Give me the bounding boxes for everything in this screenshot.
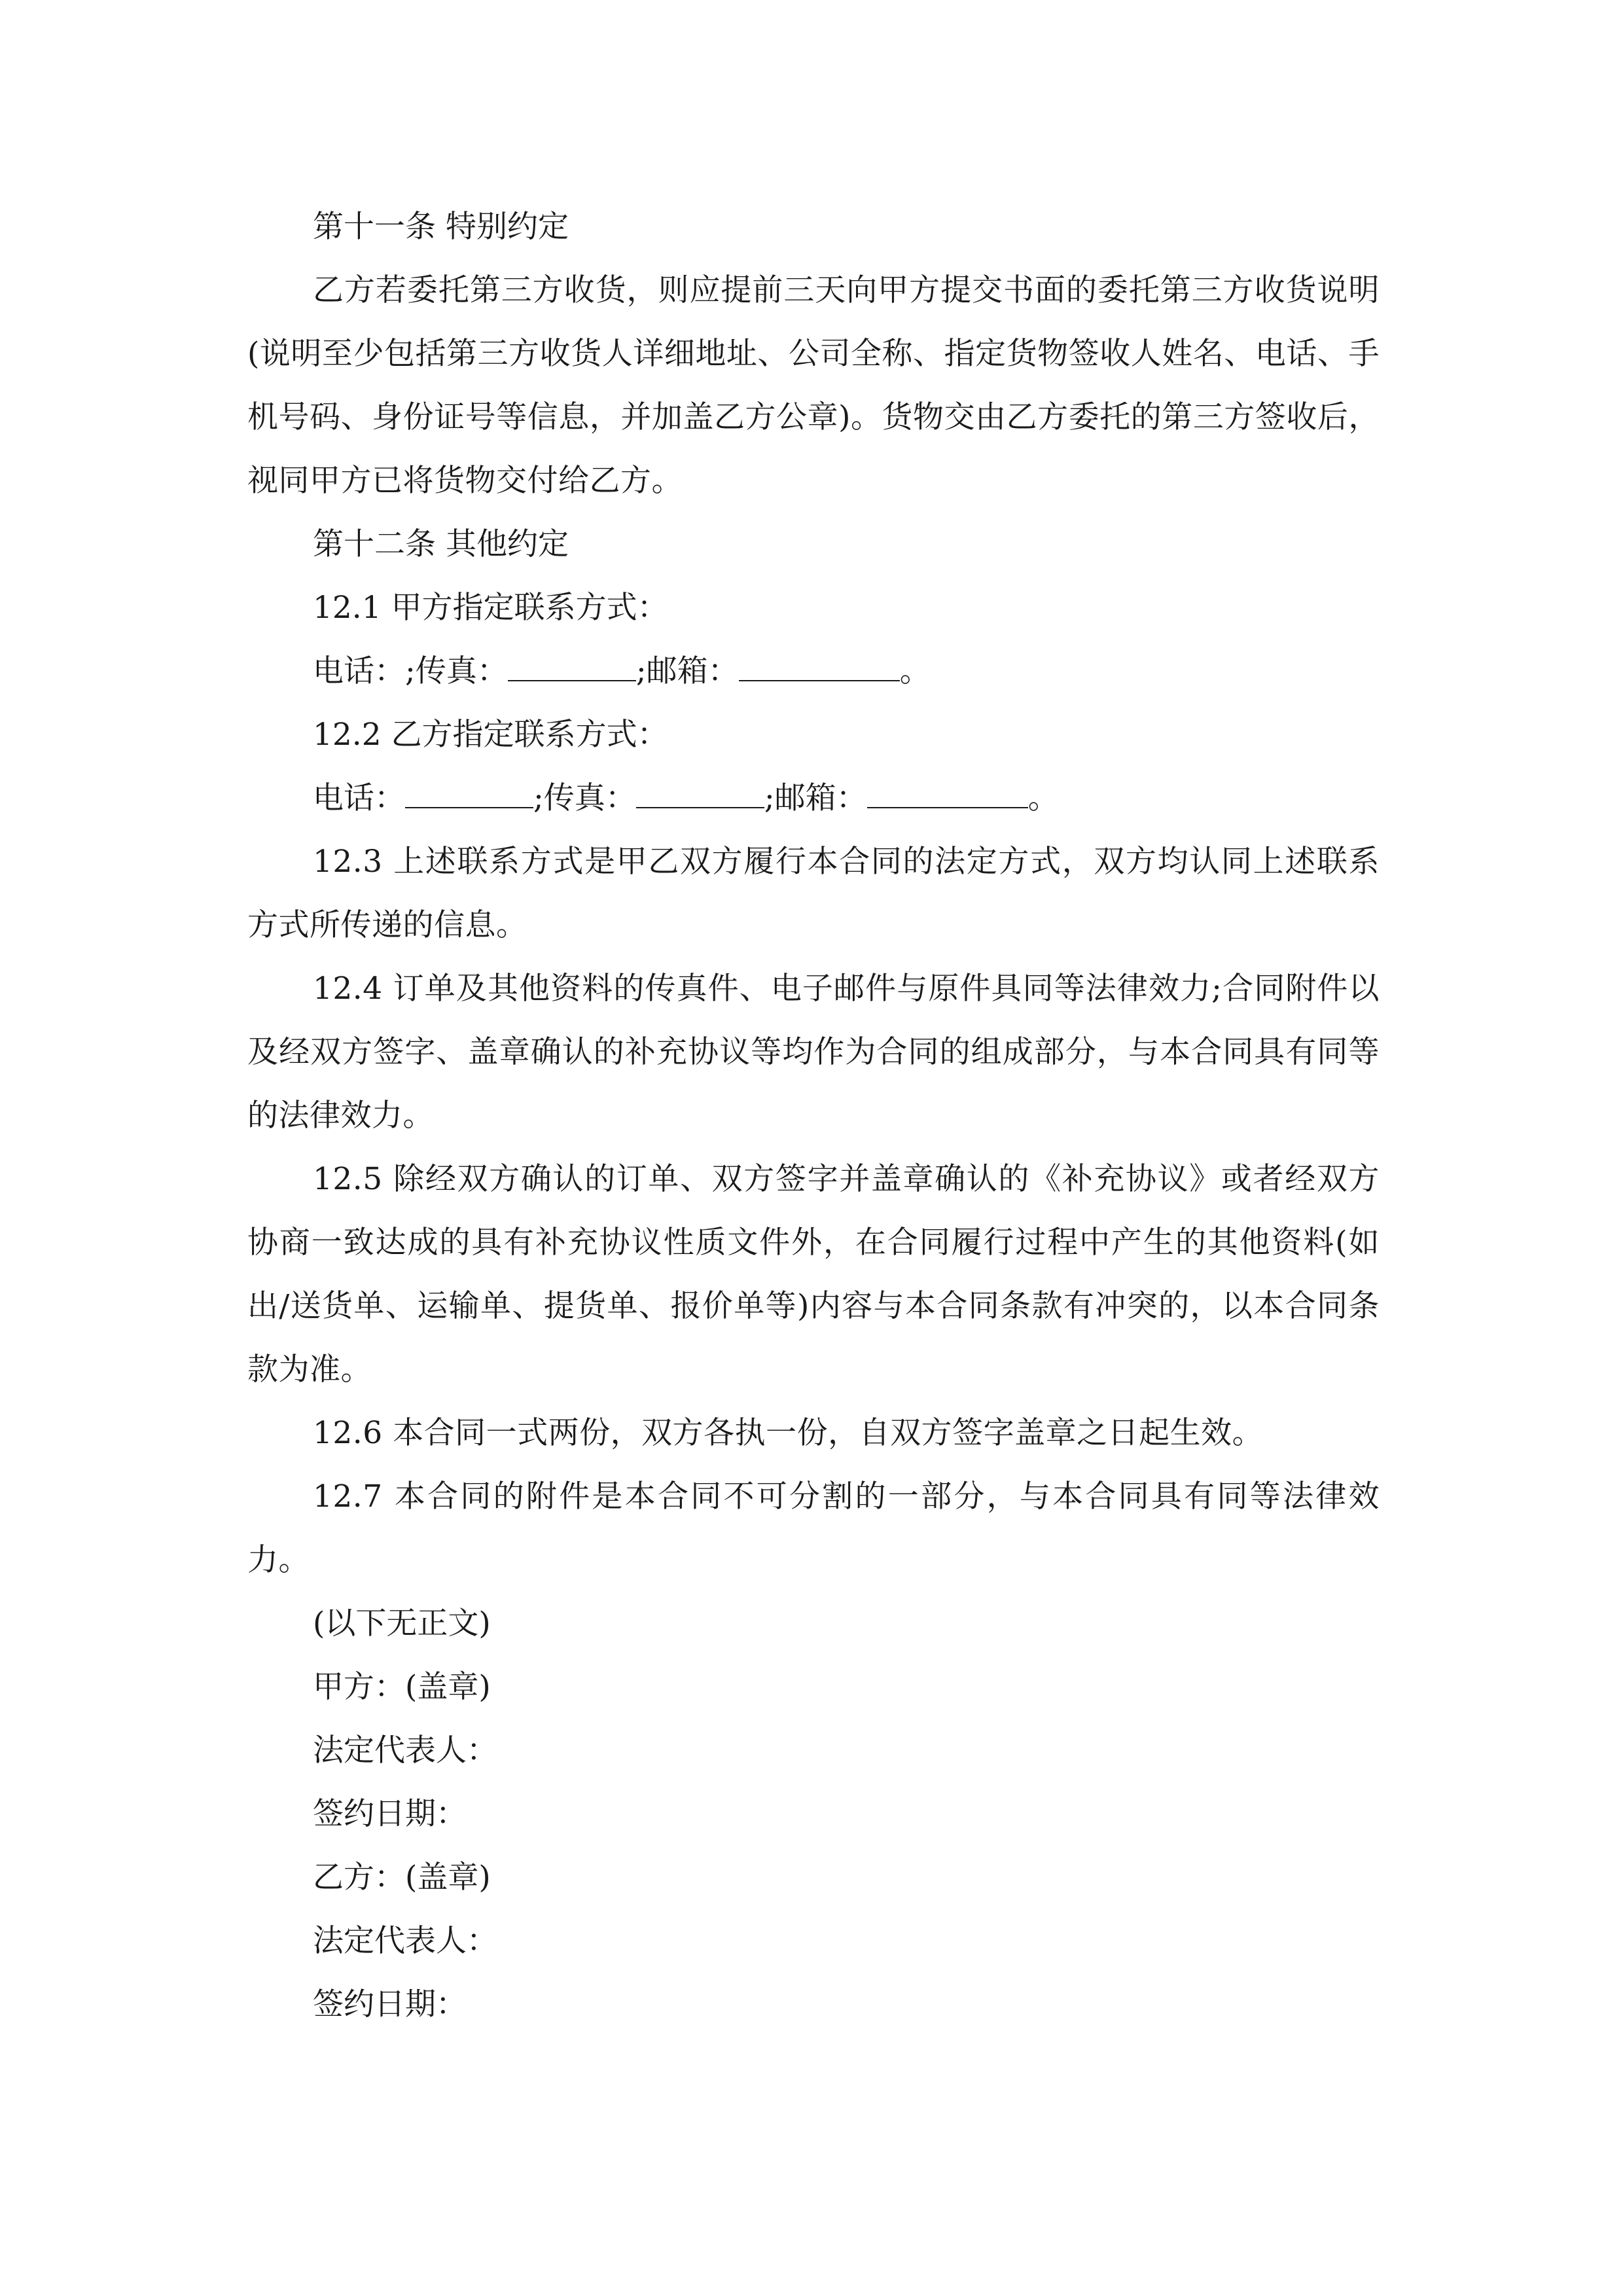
clause-12-5: 12.5 除经双方确认的订单、双方签字并盖章确认的《补充协议》或者经双方协商一致达成的具有补充协议性质文件外，在合同履行过程中产生的其他资料(如出/送货单、运输单、提货单、报价单等)内容与本合同条款有冲突的，以本合同条款为准。 — [247, 1161, 1380, 1388]
no-further-text: (以下无正文) — [313, 1605, 491, 1641]
email-label: ;邮箱： — [764, 780, 867, 816]
email-label: ;邮箱： — [635, 653, 739, 689]
contract-page — [247, 195, 1380, 2036]
line-end: 。 — [899, 653, 931, 689]
phone-label: 电话： — [313, 653, 405, 689]
party-b-seal: 乙方：(盖章) — [313, 1859, 491, 1895]
clause-12-4: 12.4 订单及其他资料的传真件、电子邮件与原件具同等法律效力;合同附件以及经双方签字、盖章确认的补充协议等均作为合同的组成部分，与本合同具有同等的法律效力。 — [247, 971, 1380, 1134]
email-blank — [739, 654, 900, 681]
line-end: 。 — [1027, 780, 1059, 816]
phone-blank — [405, 781, 533, 808]
phone-label: 电话： — [313, 780, 405, 816]
party-b-sign-date: 签约日期： — [313, 1986, 467, 2022]
clause-12-1-contact-line — [247, 639, 1380, 703]
clause-12-2: 12.2 乙方指定联系方式： — [313, 717, 668, 753]
article-11-heading: 第十一条 特别约定 — [313, 209, 569, 245]
article-12-heading: 第十二条 其他约定 — [313, 526, 569, 562]
party-a-seal: 甲方：(盖章) — [313, 1669, 491, 1705]
clause-12-3: 12.3 上述联系方式是甲乙双方履行本合同的法定方式，双方均认同上述联系方式所传递的信息。 — [247, 844, 1380, 943]
party-a-representative: 法定代表人： — [313, 1732, 497, 1768]
fax-blank — [508, 654, 636, 681]
clause-12-2-contact-line — [247, 766, 1380, 830]
party-b-representative: 法定代表人： — [313, 1923, 497, 1959]
fax-blank — [636, 781, 764, 808]
clause-12-1: 12.1 甲方指定联系方式： — [313, 590, 668, 626]
article-11-body: 乙方若委托第三方收货，则应提前三天向甲方提交书面的委托第三方收货说明(说明至少包括第三方收货人详细地址、公司全称、指定货物签收人姓名、电话、手机号码、身份证号等信息，并加盖乙方公章)。货物交由乙方委托的第三方签收后，视同甲方已将货物交付给乙方。 — [247, 272, 1380, 499]
fax-label: ;传真： — [405, 653, 508, 689]
email-blank — [867, 781, 1028, 808]
party-a-sign-date: 签约日期： — [313, 1796, 467, 1832]
clause-12-7: 12.7 本合同的附件是本合同不可分割的一部分，与本合同具有同等法律效力。 — [247, 1479, 1380, 1578]
fax-label: ;传真： — [533, 780, 636, 816]
clause-12-6: 12.6 本合同一式两份，双方各执一份，自双方签字盖章之日起生效。 — [313, 1415, 1264, 1451]
